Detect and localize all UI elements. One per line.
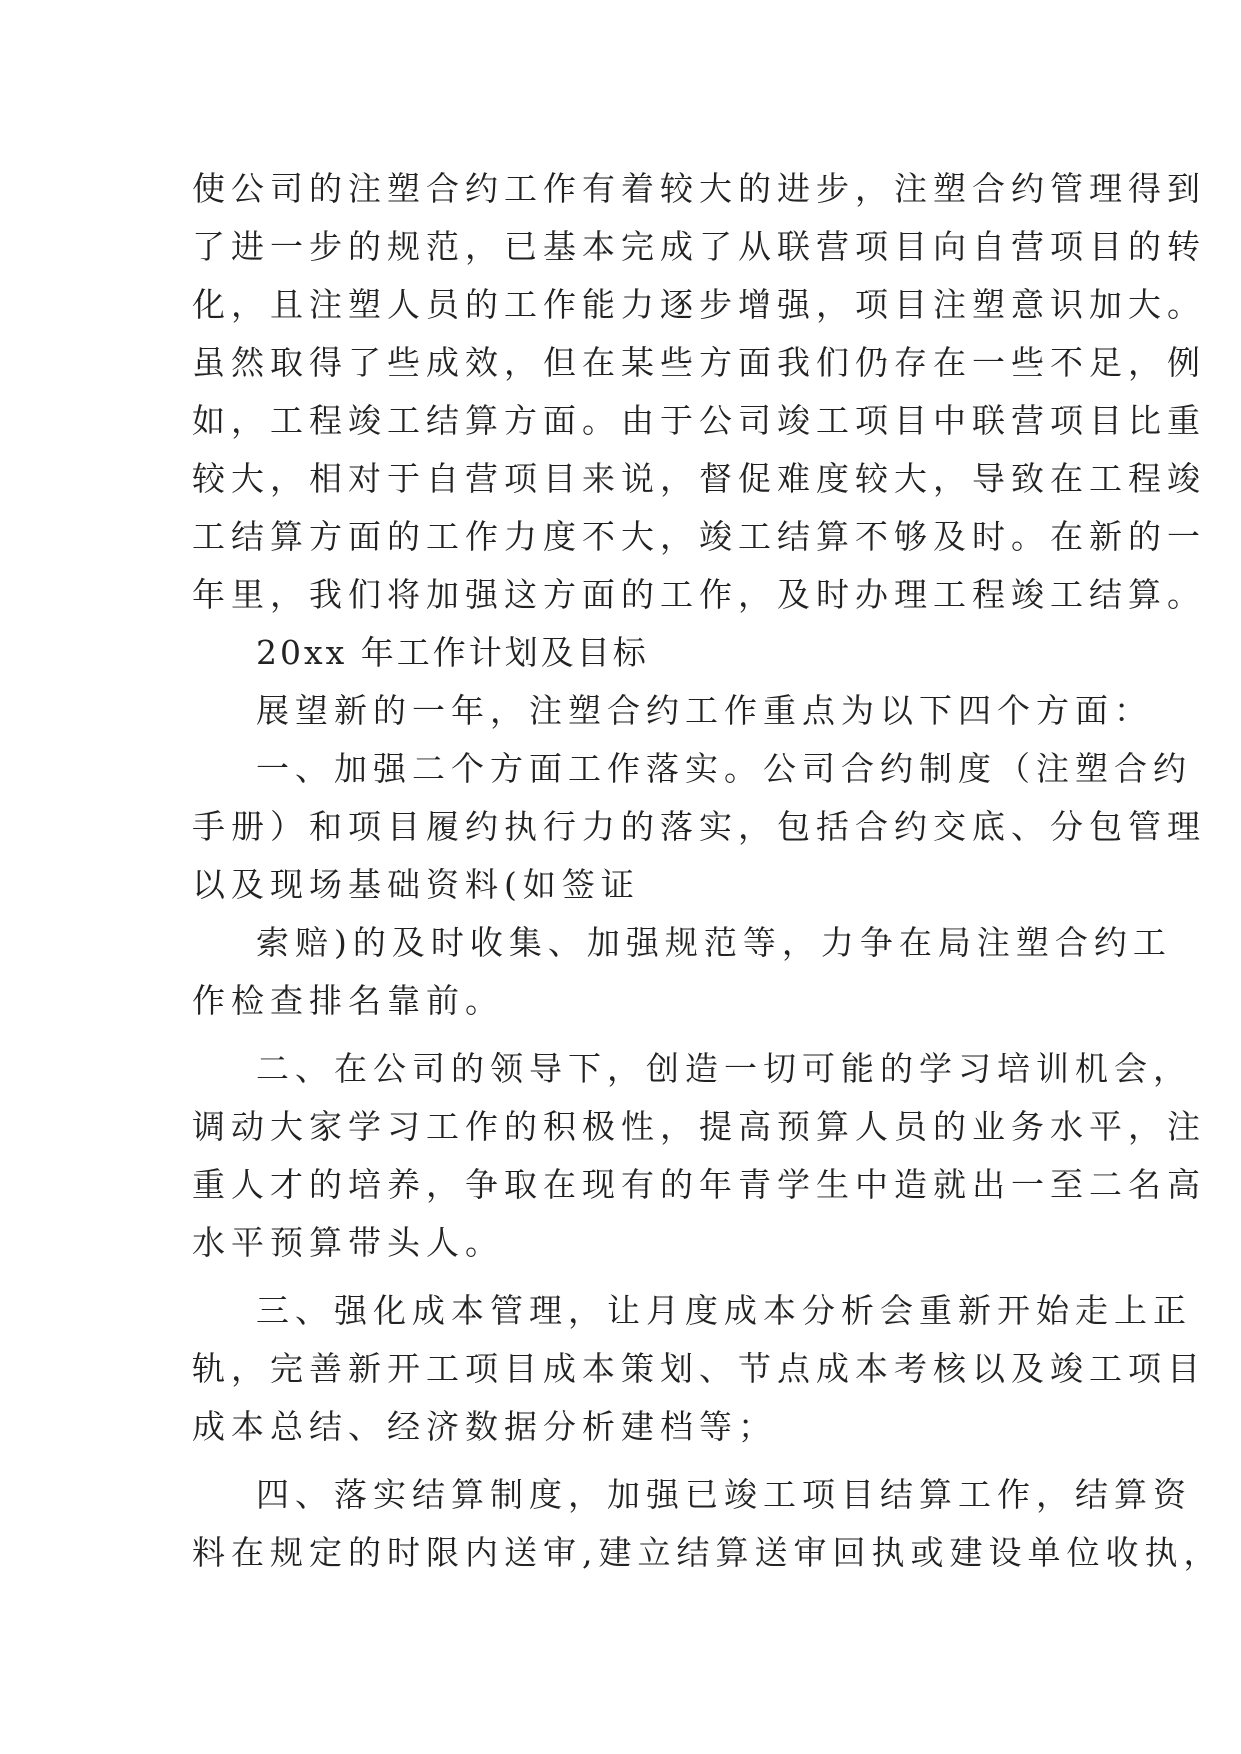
paragraph-line: 重人才的培养，争取在现有的年青学生中造就出一至二名高 — [192, 1165, 1206, 1204]
paragraph-line: 手册）和项目履约执行力的落实，包括合约交底、分包管理 — [192, 807, 1206, 846]
paragraph-line: 虽然取得了些成效，但在某些方面我们仍存在一些不足，例 — [192, 343, 1206, 382]
paragraph-line: 二、在公司的领导下，创造一切可能的学习培训机会， — [256, 1049, 1192, 1088]
paragraph-line: 化，且注塑人员的工作能力逐步增强，项目注塑意识加大。 — [192, 285, 1206, 324]
paragraph-line: 年里，我们将加强这方面的工作，及时办理工程竣工结算。 — [192, 575, 1206, 614]
paragraph-line: 工结算方面的工作力度不大，竣工结算不够及时。在新的一 — [192, 517, 1206, 556]
document-body — [192, 160, 1223, 1582]
paragraph-line: 展望新的一年，注塑合约工作重点为以下四个方面： — [256, 691, 1153, 730]
paragraph-line: 料在规定的时限内送审,建立结算送审回执或建设单位收执， — [192, 1533, 1223, 1572]
paragraph-line: 以及现场基础资料(如签证 — [192, 865, 640, 904]
paragraph-line: 四、落实结算制度，加强已竣工项目结算工作，结算资 — [256, 1475, 1192, 1514]
paragraph-line: 调动大家学习工作的积极性，提高预算人员的业务水平，注 — [192, 1107, 1206, 1146]
paragraph-line: 三、强化成本管理，让月度成本分析会重新开始走上正 — [256, 1291, 1192, 1330]
paragraph-line: 作检查排名靠前。 — [192, 981, 504, 1020]
paragraph-line: 轨，完善新开工项目成本策划、节点成本考核以及竣工项目 — [192, 1349, 1206, 1388]
paragraph-line: 索赔)的及时收集、加强规范等，力争在局注塑合约工 — [256, 923, 1172, 962]
paragraph-line: 使公司的注塑合约工作有着较大的进步，注塑合约管理得到 — [192, 169, 1206, 208]
paragraph-line: 一、加强二个方面工作落实。公司合约制度（注塑合约 — [256, 749, 1192, 788]
paragraph-line: 了进一步的规范，已基本完成了从联营项目向自营项目的转 — [192, 227, 1206, 266]
paragraph-line: 成本总结、经济数据分析建档等； — [192, 1407, 777, 1446]
paragraph-line: 如，工程竣工结算方面。由于公司竣工项目中联营项目比重 — [192, 401, 1206, 440]
paragraph-line: 水平预算带头人。 — [192, 1223, 504, 1262]
section-heading: 20xx 年工作计划及目标 — [256, 633, 649, 672]
paragraph-line: 较大，相对于自营项目来说，督促难度较大，导致在工程竣 — [192, 459, 1206, 498]
